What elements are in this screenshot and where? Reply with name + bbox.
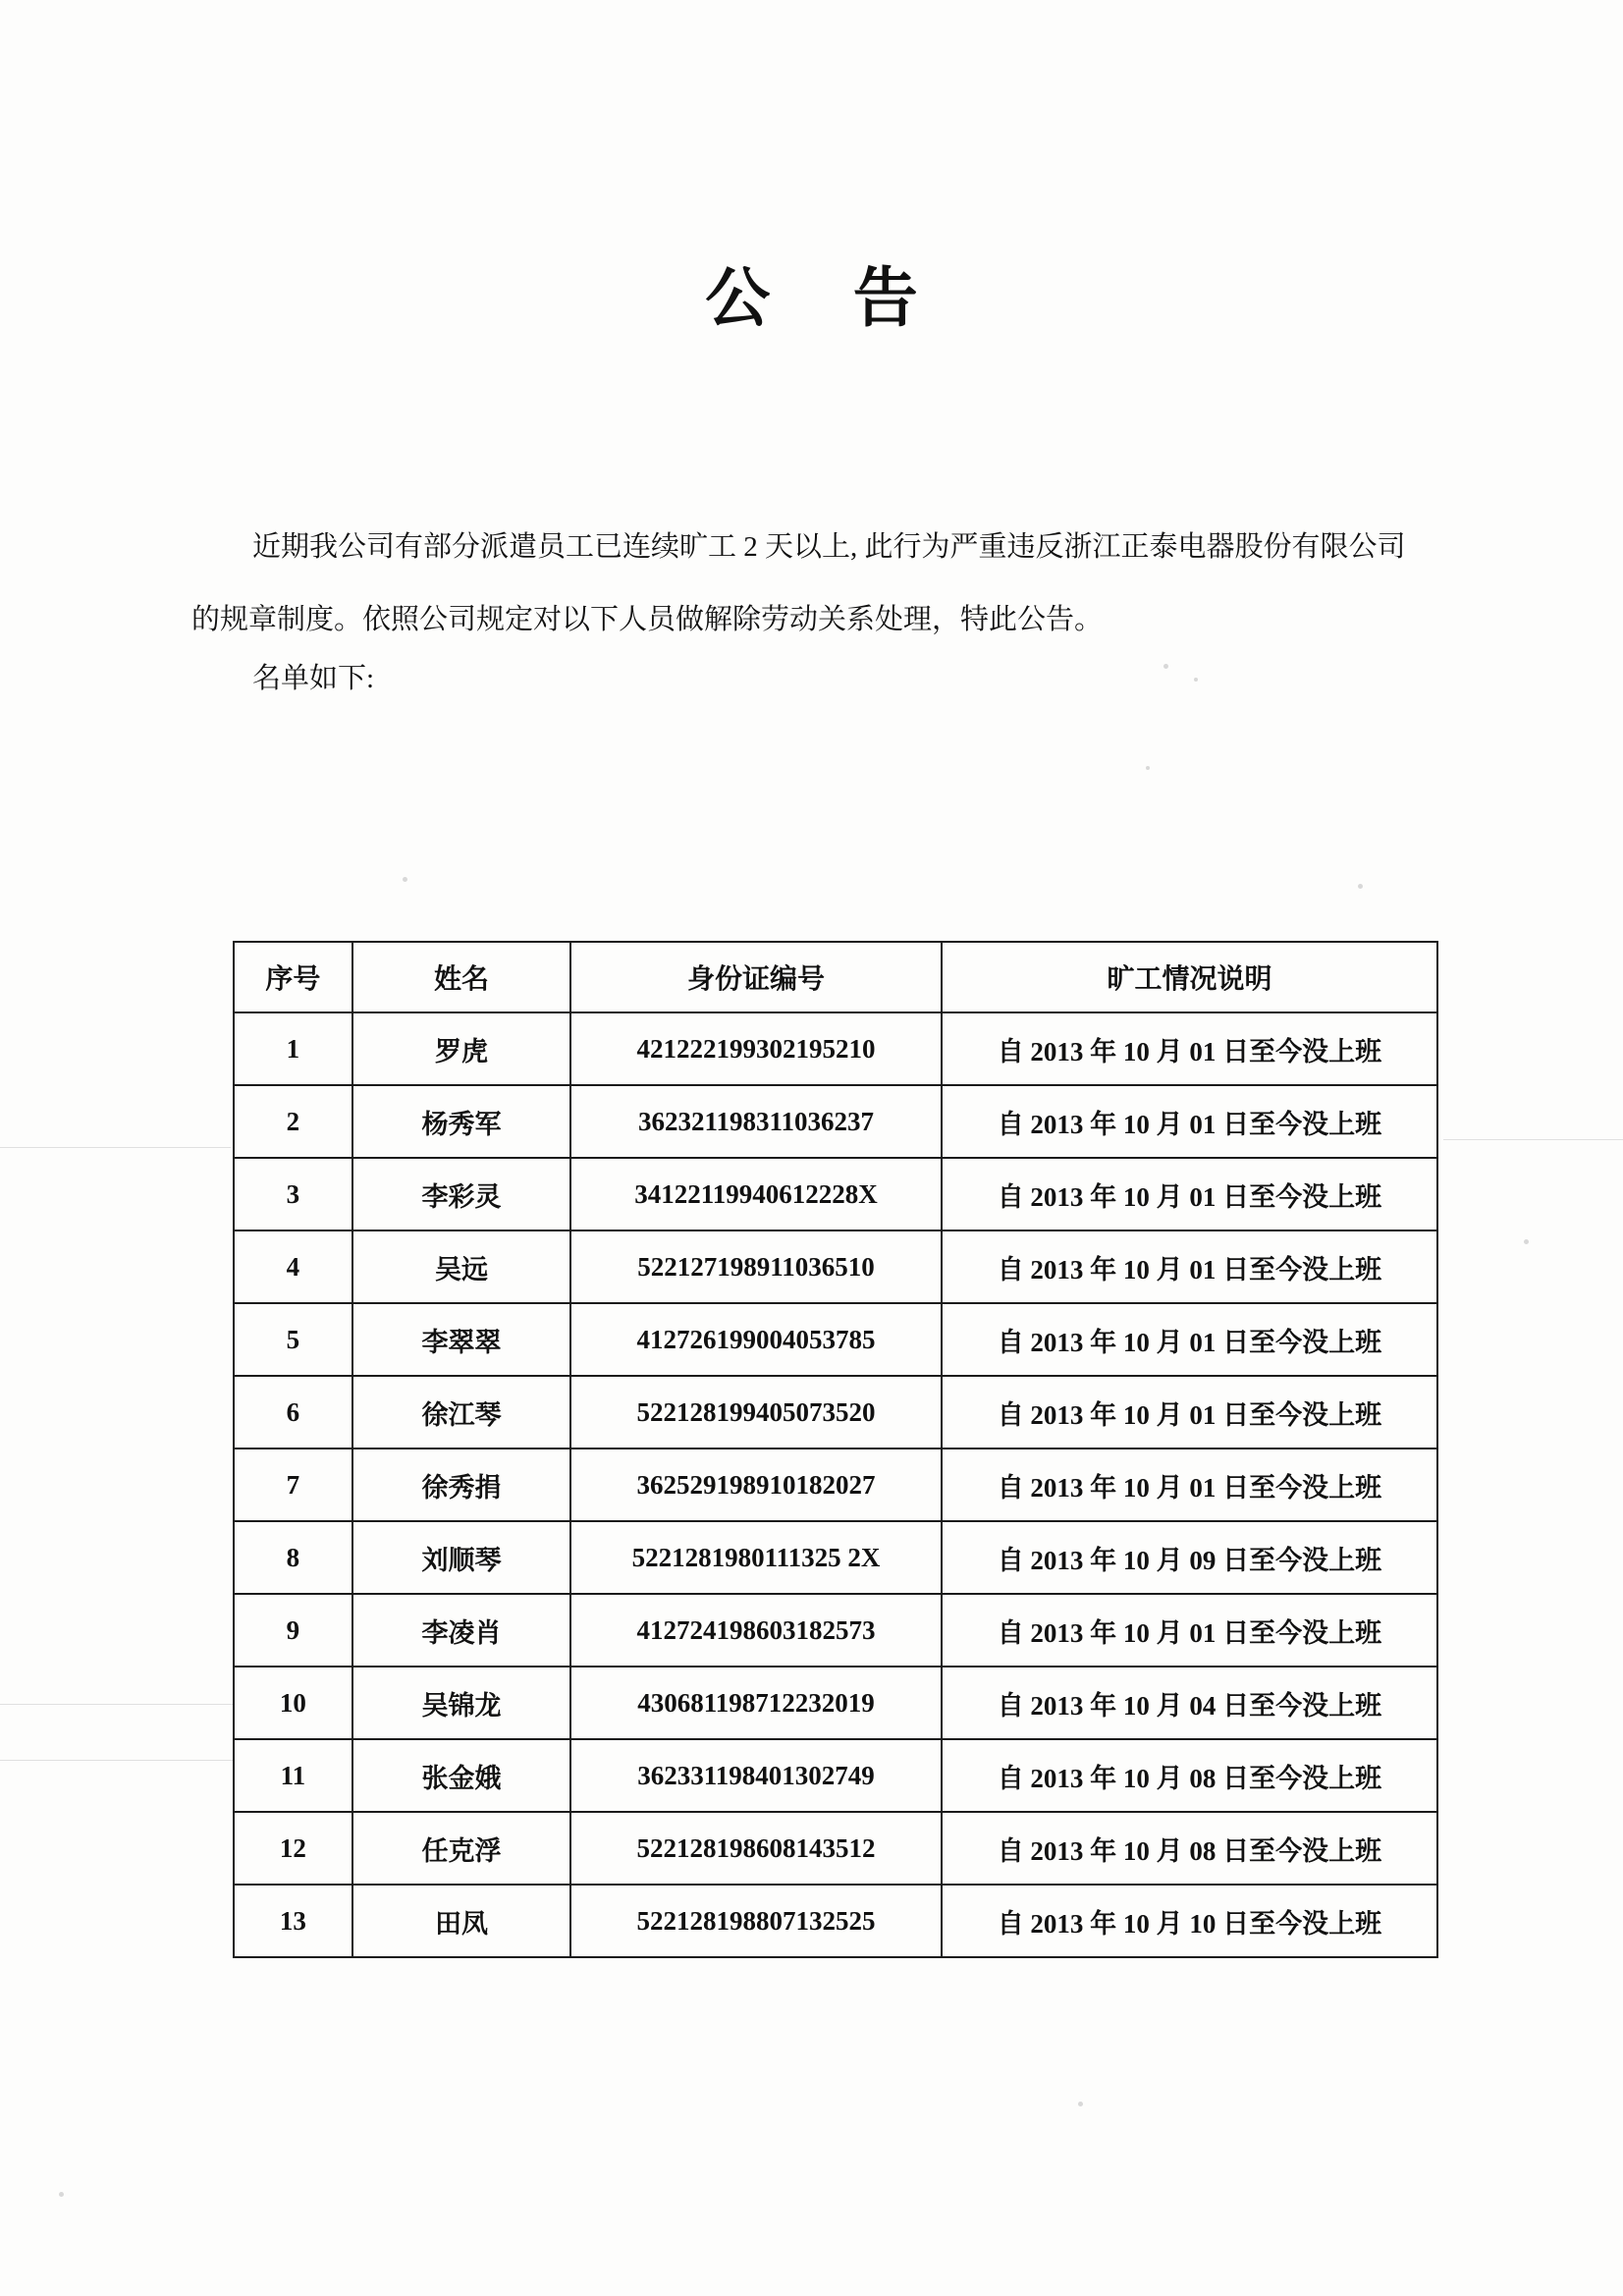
cell-detail: 自 2013 年 10 月 04 日至今没上班 [942, 1667, 1437, 1739]
cell-detail: 自 2013 年 10 月 01 日至今没上班 [942, 1230, 1437, 1303]
cell-name: 刘顺琴 [352, 1521, 570, 1594]
table-row [234, 1376, 1437, 1449]
cell-index: 11 [234, 1739, 352, 1812]
cell-detail: 自 2013 年 10 月 01 日至今没上班 [942, 1303, 1437, 1376]
cell-detail: 自 2013 年 10 月 08 日至今没上班 [942, 1812, 1437, 1885]
cell-name: 吴远 [352, 1230, 570, 1303]
cell-detail: 自 2013 年 10 月 01 日至今没上班 [942, 1085, 1437, 1158]
absence-roster-table [233, 941, 1438, 1958]
column-header-name: 姓名 [352, 942, 570, 1012]
announcement-paragraph: 近期我公司有部分派遣员工已连续旷工 2 天以上, 此行为严重违反浙江正泰电器股份有限公司的规章制度。依照公司规定对以下人员做解除劳动关系处理，特此公告。 [191, 531, 1406, 635]
cell-index: 8 [234, 1521, 352, 1594]
table-row [234, 1012, 1437, 1085]
column-header-index: 序号 [234, 942, 352, 1012]
cell-index: 10 [234, 1667, 352, 1739]
cell-id: 421222199302195210 [570, 1012, 942, 1085]
table-row [234, 1739, 1437, 1812]
list-label: 名单如下: [252, 663, 375, 694]
cell-id: 362321198311036237 [570, 1085, 942, 1158]
cell-index: 5 [234, 1303, 352, 1376]
scan-artifact-speck [59, 2192, 64, 2197]
scan-artifact-speck [403, 877, 407, 882]
scan-artifact-line [0, 1704, 234, 1705]
cell-detail: 自 2013 年 10 月 01 日至今没上班 [942, 1594, 1437, 1667]
scan-artifact-speck [1146, 766, 1150, 770]
cell-index: 12 [234, 1812, 352, 1885]
cell-name: 李凌肖 [352, 1594, 570, 1667]
scan-artifact-speck [1078, 2102, 1083, 2106]
cell-index: 7 [234, 1449, 352, 1521]
cell-detail: 自 2013 年 10 月 01 日至今没上班 [942, 1158, 1437, 1230]
cell-id: 522128198608143512 [570, 1812, 942, 1885]
cell-index: 6 [234, 1376, 352, 1449]
cell-name: 杨秀军 [352, 1085, 570, 1158]
cell-name: 张金娥 [352, 1739, 570, 1812]
table-row [234, 1594, 1437, 1667]
cell-name: 李彩灵 [352, 1158, 570, 1230]
cell-detail: 自 2013 年 10 月 01 日至今没上班 [942, 1012, 1437, 1085]
cell-detail: 自 2013 年 10 月 01 日至今没上班 [942, 1449, 1437, 1521]
table-row [234, 1303, 1437, 1376]
table-row [234, 1085, 1437, 1158]
cell-id: 522127198911036510 [570, 1230, 942, 1303]
scan-artifact-speck [1524, 1239, 1529, 1244]
page-title: 公 告 [705, 263, 951, 335]
scan-artifact-line [1443, 1139, 1623, 1140]
table-row [234, 1449, 1437, 1521]
cell-id: 412724198603182573 [570, 1594, 942, 1667]
cell-id: 522128199405073520 [570, 1376, 942, 1449]
cell-name: 徐秀捐 [352, 1449, 570, 1521]
cell-id: 34122119940612228X [570, 1158, 942, 1230]
cell-detail: 自 2013 年 10 月 09 日至今没上班 [942, 1521, 1437, 1594]
cell-index: 1 [234, 1012, 352, 1085]
table-row [234, 1521, 1437, 1594]
cell-detail: 自 2013 年 10 月 01 日至今没上班 [942, 1376, 1437, 1449]
announcement-body [191, 511, 1429, 656]
table-row [234, 1667, 1437, 1739]
scan-artifact-line [0, 1147, 231, 1148]
column-header-id: 身份证编号 [570, 942, 942, 1012]
cell-name: 徐江琴 [352, 1376, 570, 1449]
scan-artifact-speck [1358, 884, 1363, 889]
table-row [234, 1812, 1437, 1885]
cell-index: 2 [234, 1085, 352, 1158]
cell-name: 罗虎 [352, 1012, 570, 1085]
cell-name: 任克浮 [352, 1812, 570, 1885]
cell-id: 5221281980111325 2X [570, 1521, 942, 1594]
table-row [234, 1158, 1437, 1230]
cell-index: 4 [234, 1230, 352, 1303]
cell-id: 362331198401302749 [570, 1739, 942, 1812]
cell-id: 430681198712232019 [570, 1667, 942, 1739]
cell-id: 362529198910182027 [570, 1449, 942, 1521]
column-header-detail: 旷工情况说明 [942, 942, 1437, 1012]
cell-name: 李翠翠 [352, 1303, 570, 1376]
cell-name: 吴锦龙 [352, 1667, 570, 1739]
cell-id: 412726199004053785 [570, 1303, 942, 1376]
cell-index: 9 [234, 1594, 352, 1667]
cell-detail: 自 2013 年 10 月 08 日至今没上班 [942, 1739, 1437, 1812]
scan-artifact-speck [1163, 664, 1168, 669]
cell-name: 田凤 [352, 1885, 570, 1957]
table-row [234, 1885, 1437, 1957]
cell-detail: 自 2013 年 10 月 10 日至今没上班 [942, 1885, 1437, 1957]
scan-artifact-line [0, 1760, 234, 1761]
cell-index: 3 [234, 1158, 352, 1230]
table-row [234, 1230, 1437, 1303]
cell-index: 13 [234, 1885, 352, 1957]
table-header-row [234, 942, 1437, 1012]
cell-id: 522128198807132525 [570, 1885, 942, 1957]
scan-artifact-speck [1194, 678, 1198, 682]
